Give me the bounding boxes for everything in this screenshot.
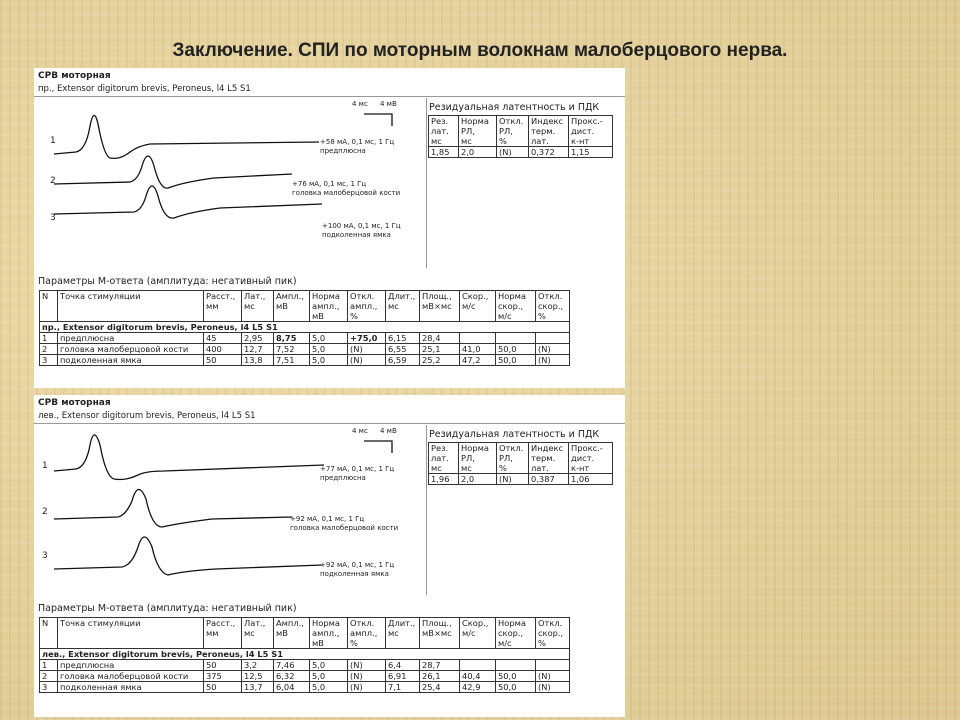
table-cell: 5,0 xyxy=(310,355,348,366)
table-cell: 26,1 xyxy=(420,671,460,682)
amp-scale-label: 4 мВ xyxy=(380,100,397,108)
residual-header: Норма РЛ, мс xyxy=(459,116,497,147)
params-header: Точка стимуляции xyxy=(58,618,204,649)
residual-value: 0,387 xyxy=(529,474,569,485)
scale-bar xyxy=(364,441,392,453)
table-cell: 400 xyxy=(204,344,242,355)
table-cell: 47,2 xyxy=(460,355,496,366)
table-cell: 3,2 xyxy=(242,660,274,671)
report-panel-right xyxy=(34,68,625,388)
params-header: Норма ампл., мВ xyxy=(310,618,348,649)
table-cell: +75,0 xyxy=(348,333,386,344)
table-cell: 25,4 xyxy=(420,682,460,693)
table-cell xyxy=(460,333,496,344)
table-cell: 7,51 xyxy=(274,355,310,366)
table-cell: (N) xyxy=(536,682,570,693)
trace-number: 3 xyxy=(50,213,56,223)
panel-header: СРВ моторная xyxy=(38,71,111,81)
table-cell: 6,59 xyxy=(386,355,420,366)
table-cell: 50,0 xyxy=(496,355,536,366)
table-cell: 6,91 xyxy=(386,671,420,682)
table-cell: 50,0 xyxy=(496,671,536,682)
residual-title: Резидуальная латентность и ПДК xyxy=(429,429,600,440)
params-header: N xyxy=(40,618,58,649)
table-cell: подколенная ямка xyxy=(58,355,204,366)
waveform-traces xyxy=(34,423,426,583)
table-cell: 3 xyxy=(40,355,58,366)
params-header: Откл. ампл., % xyxy=(348,291,386,322)
residual-header: Откл. РЛ, % xyxy=(497,443,529,474)
params-header: Длит., мс xyxy=(386,618,420,649)
table-cell: 5,0 xyxy=(310,671,348,682)
residual-header: Индекс терм. лат. xyxy=(529,443,569,474)
panel-header: СРВ моторная xyxy=(38,398,111,408)
table-row xyxy=(40,660,570,671)
time-scale-label: 4 мс xyxy=(352,427,368,435)
residual-title: Резидуальная латентность и ПДК xyxy=(429,102,600,113)
table-cell: 45 xyxy=(204,333,242,344)
panel-subheader: пр., Extensor digitorum brevis, Peroneus, l4 L5 S1 xyxy=(38,84,251,94)
table-row xyxy=(40,333,570,344)
table-cell: (N) xyxy=(536,344,570,355)
table-cell: 6,15 xyxy=(386,333,420,344)
table-cell: 5,0 xyxy=(310,344,348,355)
params-header: Площ., мВ×мс xyxy=(420,291,460,322)
params-header: Расст., мм xyxy=(204,618,242,649)
table-cell: 50 xyxy=(204,660,242,671)
params-header: Скор., м/с xyxy=(460,618,496,649)
residual-header: Рез. лат. мс xyxy=(429,116,459,147)
residual-value: 1,15 xyxy=(569,147,613,158)
table-cell: 28,4 xyxy=(420,333,460,344)
residual-value: (N) xyxy=(497,474,529,485)
trace-number: 2 xyxy=(42,507,48,517)
params-header: Лат., мс xyxy=(242,618,274,649)
table-cell: 2 xyxy=(40,671,58,682)
divider xyxy=(426,425,427,595)
trace-number: 1 xyxy=(50,136,56,146)
stim-annotation: +77 мА, 0,1 мс, 1 Гц предплюсна xyxy=(320,465,395,482)
trace-2 xyxy=(54,156,292,188)
trace-3 xyxy=(54,537,322,575)
residual-header: Норма РЛ, мс xyxy=(459,443,497,474)
table-cell: 25,1 xyxy=(420,344,460,355)
params-header: Точка стимуляции xyxy=(58,291,204,322)
table-cell: 2 xyxy=(40,344,58,355)
scale-bar xyxy=(364,114,392,126)
table-cell xyxy=(536,660,570,671)
params-header: Норма скор., м/с xyxy=(496,618,536,649)
params-header: Ампл., мВ xyxy=(274,291,310,322)
table-cell: 7,1 xyxy=(386,682,420,693)
trace-2 xyxy=(54,489,292,527)
stim-annotation: +58 мА, 0,1 мс, 1 Гц предплюсна xyxy=(320,138,395,155)
table-cell: 6,32 xyxy=(274,671,310,682)
table-cell: 5,0 xyxy=(310,660,348,671)
table-row xyxy=(40,344,570,355)
table-cell: 6,04 xyxy=(274,682,310,693)
panel-subheader: лев., Extensor digitorum brevis, Peroneus, l4 L5 S1 xyxy=(38,411,256,421)
residual-value: 0,372 xyxy=(529,147,569,158)
table-cell: предплюсна xyxy=(58,660,204,671)
stim-annotation: +92 мА, 0,1 мс, 1 Гц подколенная ямка xyxy=(320,561,395,578)
table-cell: 2,95 xyxy=(242,333,274,344)
table-cell: 6,55 xyxy=(386,344,420,355)
table-cell xyxy=(496,333,536,344)
params-header: N xyxy=(40,291,58,322)
table-cell: 42,9 xyxy=(460,682,496,693)
table-cell: (N) xyxy=(536,671,570,682)
table-cell: 3 xyxy=(40,682,58,693)
residual-value: (N) xyxy=(497,147,529,158)
table-cell: 50,0 xyxy=(496,344,536,355)
params-title: Параметры М-ответа (амплитуда: негативный пик) xyxy=(38,603,297,614)
report-panel-left xyxy=(34,395,625,717)
divider xyxy=(426,98,427,268)
time-scale-label: 4 мс xyxy=(352,100,368,108)
table-cell: 25,2 xyxy=(420,355,460,366)
trace-number: 1 xyxy=(42,461,48,471)
table-cell: 40,4 xyxy=(460,671,496,682)
residual-table xyxy=(428,442,613,485)
table-cell: 28,7 xyxy=(420,660,460,671)
params-header: Откл. скор., % xyxy=(536,618,570,649)
table-row xyxy=(40,682,570,693)
params-header: Норма ампл., мВ xyxy=(310,291,348,322)
table-row xyxy=(40,355,570,366)
slide-title: Заключение. СПИ по моторным волокнам малоберцового нерва. xyxy=(172,40,788,61)
table-cell: 13,8 xyxy=(242,355,274,366)
params-table xyxy=(39,290,570,366)
params-section: лев., Extensor digitorum brevis, Peroneus, l4 L5 S1 xyxy=(40,649,570,660)
stim-annotation: +76 мА, 0,1 мс, 1 Гц головка малоберцовой кости xyxy=(292,180,401,197)
table-cell: 12,5 xyxy=(242,671,274,682)
table-cell: 13,7 xyxy=(242,682,274,693)
table-cell: (N) xyxy=(536,355,570,366)
residual-value: 1,85 xyxy=(429,147,459,158)
table-cell: головка малоберцовой кости xyxy=(58,671,204,682)
table-cell: 50 xyxy=(204,355,242,366)
table-cell: (N) xyxy=(348,355,386,366)
residual-header: Индекс терм. лат. xyxy=(529,116,569,147)
stim-annotation: +100 мА, 0,1 мс, 1 Гц подколенная ямка xyxy=(322,222,401,239)
trace-1 xyxy=(54,115,319,158)
table-cell: 7,46 xyxy=(274,660,310,671)
params-header: Площ., мВ×мс xyxy=(420,618,460,649)
residual-table xyxy=(428,115,613,158)
params-header: Откл. скор., % xyxy=(536,291,570,322)
params-title: Параметры М-ответа (амплитуда: негативный пик) xyxy=(38,276,297,287)
trace-3 xyxy=(54,186,322,218)
trace-number: 2 xyxy=(50,176,56,186)
stim-annotation: +92 мА, 0,1 мс, 1 Гц головка малоберцовой кости xyxy=(290,515,399,532)
params-header: Скор., м/с xyxy=(460,291,496,322)
params-section: пр., Extensor digitorum brevis, Peroneus, l4 L5 S1 xyxy=(40,322,570,333)
residual-header: Рез. лат. мс xyxy=(429,443,459,474)
residual-value: 2,0 xyxy=(459,147,497,158)
params-header: Длит., мс xyxy=(386,291,420,322)
table-cell: 1 xyxy=(40,660,58,671)
table-row xyxy=(40,671,570,682)
residual-value: 1,06 xyxy=(569,474,613,485)
residual-header: Откл. РЛ, % xyxy=(497,116,529,147)
table-cell: 8,75 xyxy=(274,333,310,344)
table-cell: 5,0 xyxy=(310,333,348,344)
table-cell xyxy=(460,660,496,671)
params-table xyxy=(39,617,570,693)
table-cell: 12,7 xyxy=(242,344,274,355)
residual-value: 1,96 xyxy=(429,474,459,485)
table-cell: головка малоберцовой кости xyxy=(58,344,204,355)
table-cell: 375 xyxy=(204,671,242,682)
params-header: Расст., мм xyxy=(204,291,242,322)
table-cell: 5,0 xyxy=(310,682,348,693)
residual-value: 2,0 xyxy=(459,474,497,485)
table-cell xyxy=(496,660,536,671)
table-cell: (N) xyxy=(348,660,386,671)
table-cell: 7,52 xyxy=(274,344,310,355)
trace-number: 3 xyxy=(42,551,48,561)
trace-1 xyxy=(54,435,324,480)
table-cell: (N) xyxy=(348,344,386,355)
table-cell: подколенная ямка xyxy=(58,682,204,693)
amp-scale-label: 4 мВ xyxy=(380,427,397,435)
params-header: Ампл., мВ xyxy=(274,618,310,649)
table-cell: 6,4 xyxy=(386,660,420,671)
table-cell xyxy=(536,333,570,344)
table-cell: 50,0 xyxy=(496,682,536,693)
table-cell: 41,0 xyxy=(460,344,496,355)
table-cell: 1 xyxy=(40,333,58,344)
params-header: Откл. ампл., % xyxy=(348,618,386,649)
table-cell: (N) xyxy=(348,671,386,682)
residual-header: Прокс.- дист. к-нт xyxy=(569,116,613,147)
table-cell: (N) xyxy=(348,682,386,693)
params-header: Лат., мс xyxy=(242,291,274,322)
table-cell: предплюсна xyxy=(58,333,204,344)
residual-header: Прокс.- дист. к-нт xyxy=(569,443,613,474)
table-cell: 50 xyxy=(204,682,242,693)
params-header: Норма скор., м/с xyxy=(496,291,536,322)
